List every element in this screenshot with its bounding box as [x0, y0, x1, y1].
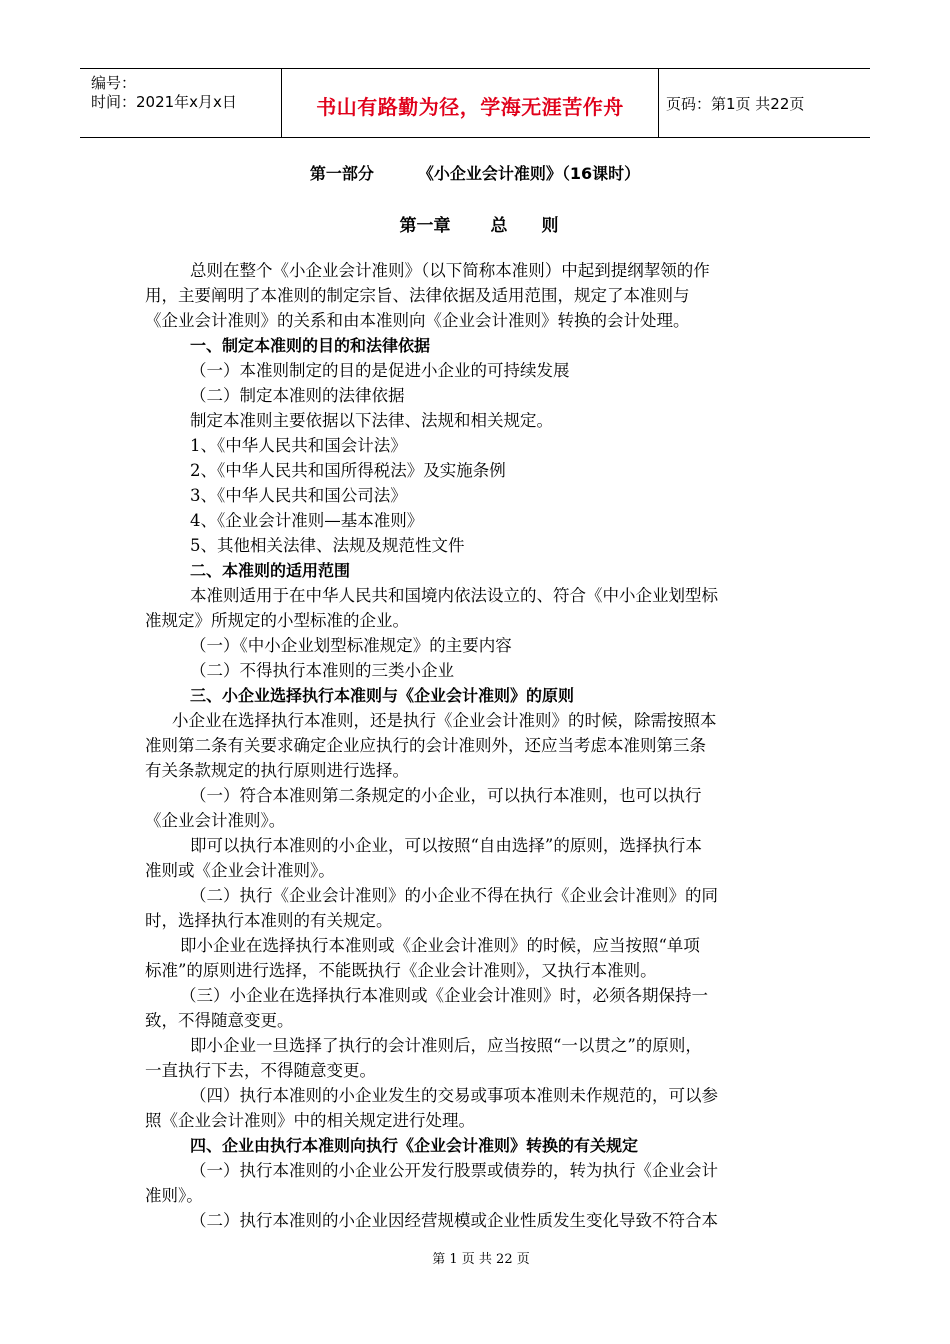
text-line: 用，主要阐明了本准则的制定宗旨、法律依据及适用范围，规定了本准则与: [145, 286, 690, 305]
text-line: 时，选择执行本准则的有关规定。: [145, 911, 393, 930]
text-line: 即小企业在选择执行本准则或《企业会计准则》的时候，应当按照“单项: [180, 936, 700, 955]
chapter-label: 第一章: [399, 216, 451, 236]
list-item: 3、《中华人民共和国公司法》: [190, 486, 407, 505]
text-line: 致，不得随意变更。: [145, 1011, 294, 1030]
list-item: 2、《中华人民共和国所得税法》及实施条例: [190, 461, 506, 480]
text-line: 标准”的原则进行选择，不能既执行《企业会计准则》，又执行本准则。: [145, 961, 657, 980]
text-line: 准则第二条有关要求确定企业应执行的会计准则外，还应当考虑本准则第三条: [145, 736, 706, 755]
page-footer: 第 1 页 共 22 页: [432, 1252, 530, 1267]
text-line: （四）执行本准则的小企业发生的交易或事项本准则未作规范的，可以参: [190, 1086, 718, 1105]
list-item: 1、《中华人民共和国会计法》: [190, 436, 407, 455]
header-left-cell: [80, 69, 282, 137]
text-line: 《企业会计准则》的关系和由本准则向《企业会计准则》转换的会计处理。: [145, 311, 690, 330]
text-line: 一直执行下去，不得随意变更。: [145, 1061, 376, 1080]
text-line: （一）符合本准则第二条规定的小企业，可以执行本准则，也可以执行: [190, 786, 702, 805]
header-table: [80, 68, 870, 138]
text-line: 制定本准则主要依据以下法律、法规和相关规定。: [190, 411, 553, 430]
text-line: 总则在整个《小企业会计准则》（以下简称本准则）中起到提纲挈领的作: [190, 261, 710, 280]
text-line: （一）《中小企业划型标准规定》的主要内容: [190, 636, 512, 655]
text-line: 即可以执行本准则的小企业，可以按照“自由选择”的原则，选择执行本: [190, 836, 702, 855]
text-line: 照《企业会计准则》中的相关规定进行处理。: [145, 1111, 475, 1130]
text-line: （二）执行本准则的小企业因经营规模或企业性质发生变化导致不符合本: [190, 1211, 718, 1230]
text-line: 准则》。: [145, 1186, 203, 1205]
chapter-name: 总 则: [490, 216, 559, 236]
text-line: （一）执行本准则的小企业公开发行股票或债券的，转为执行《企业会计: [190, 1161, 718, 1180]
text-line: 即小企业一旦选择了执行的会计准则后，应当按照“一以贯之”的原则，: [190, 1036, 702, 1055]
chapter-title: [0, 211, 950, 236]
text-line: （一）本准则制定的目的是促进小企业的可持续发展: [190, 361, 570, 380]
header-motto-cell: [282, 69, 659, 137]
text-line: （二）不得执行本准则的三类小企业: [190, 661, 454, 680]
part-name: 《小企业会计准则》（16课时）: [417, 164, 641, 183]
part-label: 第一部分: [309, 164, 374, 183]
text-line: 小企业在选择执行本准则，还是执行《企业会计准则》的时候，除需按照本: [172, 711, 717, 730]
list-item: 5、其他相关法律、法规及规范性文件: [190, 536, 465, 555]
page-code: 页码：第1页 共22页: [666, 95, 805, 113]
part-title: [0, 161, 950, 184]
text-line: 《企业会计准则》。: [145, 811, 286, 830]
section-heading: 一、制定本准则的目的和法律依据: [190, 336, 431, 355]
time-label: 时间：2021年x月x日: [91, 93, 237, 111]
text-line: 准则或《企业会计准则》。: [145, 861, 335, 880]
text-line: 准规定》所规定的小型标准的企业。: [145, 611, 409, 630]
text-line: 本准则适用于在中华人民共和国境内依法设立的、符合《中小企业划型标: [190, 586, 718, 605]
section-heading: 二、本准则的适用范围: [190, 561, 351, 580]
section-heading: 三、小企业选择执行本准则与《企业会计准则》的原则: [190, 686, 575, 705]
list-item: 4、《企业会计准则—基本准则》: [190, 511, 424, 530]
number-label: 编号：: [91, 74, 137, 92]
motto-text: 书山有路勤为径，学海无涯苦作舟: [316, 95, 624, 119]
text-line: （二）制定本准则的法律依据: [190, 386, 405, 405]
text-line: （三）小企业在选择执行本准则或《企业会计准则》时，必须各期保持一: [180, 986, 708, 1005]
section-heading: 四、企业由执行本准则向执行《企业会计准则》转换的有关规定: [190, 1136, 639, 1155]
text-line: 有关条款规定的执行原则进行选择。: [145, 761, 409, 780]
text-line: （二）执行《企业会计准则》的小企业不得在执行《企业会计准则》的同: [190, 886, 718, 905]
